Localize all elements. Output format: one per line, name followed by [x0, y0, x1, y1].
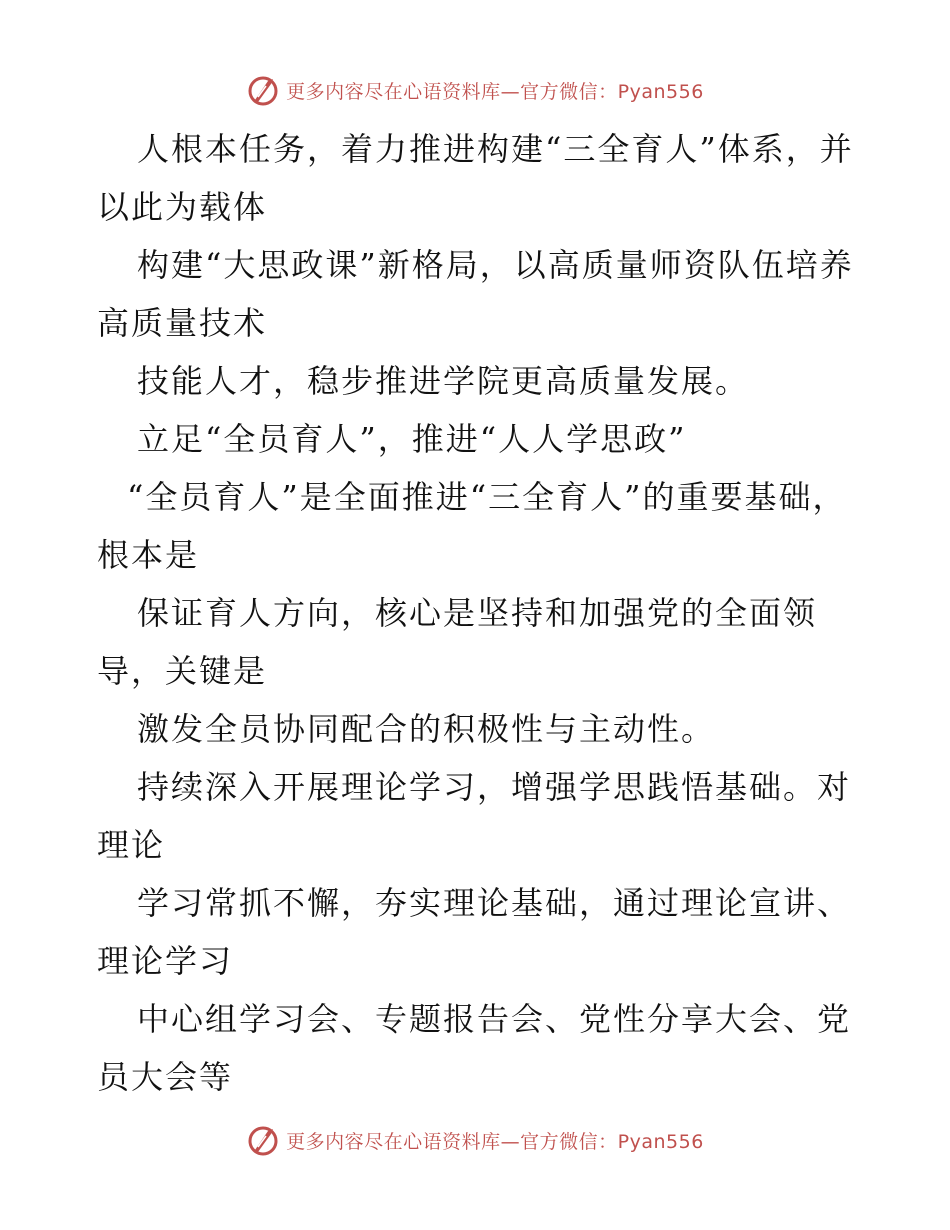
paragraph: 持续深入开展理论学习，增强学思践悟基础。对理论 — [97, 768, 852, 864]
footer-banner — [0, 1120, 950, 1160]
paragraph: 技能人才，稳步推进学院更高质量发展。 — [137, 362, 750, 400]
header-banner — [0, 70, 950, 110]
paragraph: 学习常抓不懈，夯实理论基础，通过理论宣讲、理论学习 — [97, 884, 852, 980]
paragraph: 立足“全员育人”，推进“人人学思政” — [137, 420, 687, 458]
paragraph: 激发全员协同配合的积极性与主动性。 — [137, 710, 716, 748]
paragraph: 构建“大思政课”新格局，以高质量师资队伍培养高质量技术 — [97, 246, 854, 342]
quill-logo-icon — [246, 1123, 280, 1157]
paragraph: “全员育人”是全面推进“三全育人”的重要基础，根本是 — [97, 478, 847, 574]
document-body — [97, 120, 857, 1106]
paragraph: 人根本任务，着力推进构建“三全育人”体系，并以此为载体 — [97, 130, 854, 226]
paragraph: 中心组学习会、专题报告会、党性分享大会、党员大会等 — [97, 1000, 852, 1096]
quill-logo-icon — [246, 73, 280, 107]
footer-banner-text: 更多内容尽在心语资料库—官方微信：Pyan556 — [286, 1130, 704, 1153]
header-banner-text: 更多内容尽在心语资料库—官方微信：Pyan556 — [286, 80, 704, 103]
paragraph: 保证育人方向，核心是坚持和加强党的全面领导，关键是 — [97, 594, 818, 690]
